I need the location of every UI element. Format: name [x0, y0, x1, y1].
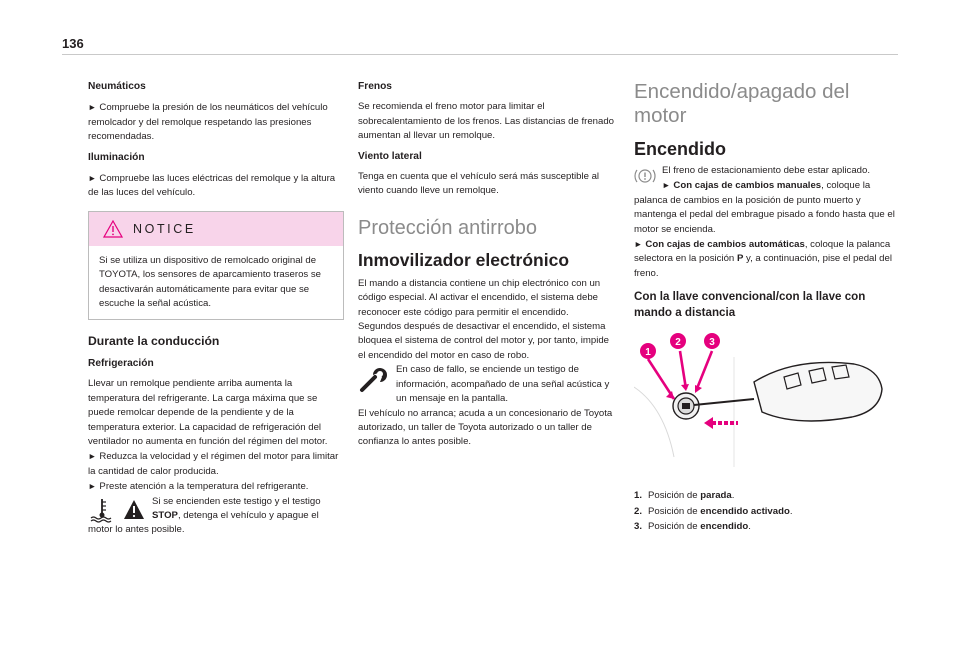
section-title-encendido-apagado: Encendido/apagado del motor: [634, 80, 850, 127]
paragraph-freno: El freno de estacionamiento debe estar aplicado.: [634, 164, 896, 178]
heading-viento: Viento lateral: [358, 150, 422, 162]
heading-inmovilizador: Inmovilizador electrónico: [358, 249, 570, 270]
paragraph-frenos: Se recomienda el freno motor para limitar el sobrecalentamiento de los frenos. Las distancias de frenado aumentan al llevar un remolque.: [358, 101, 614, 142]
list-item: 1. Posición de parada.: [634, 490, 735, 502]
column-2: [358, 80, 614, 450]
paragraph-refrigeracion: Llevar un remolque pendiente arriba aumenta la temperatura del refrigerante. La carga máxima que se puede remolcar depende de la pendiente y de la temperatura exterior. La capacidad de refrigeración del ventilador no aumenta en función del régimen del motor.: [88, 378, 328, 447]
arrow-icon: ►: [662, 180, 671, 191]
coolant-temperature-icon: [88, 497, 146, 523]
paragraph-inmovilizador: El mando a distancia contiene un chip electrónico con un código especial. Al activar el encendido, el sistema debe reconocer este código para permitir el encendido. Segundos después de desactivar el encendido, el sistema bloquea el sistema de control del motor y, por tanto, impide el encendido del motor en caso de robo.: [358, 277, 609, 361]
list-item: 2. Posición de encendido activado.: [634, 505, 793, 517]
list-item: 3. Posición de encendido.: [634, 521, 751, 533]
marker-label-3: 3: [709, 337, 715, 349]
bullet-neumaticos: ► Compruebe la presión de los neumáticos del vehículo remolcador y del remolque respetando las presiones recomendadas.: [88, 102, 328, 143]
heading-iluminacion: Iluminación: [88, 151, 145, 163]
heading-durante: Durante la conducción: [88, 334, 220, 349]
arrow-icon: ►: [88, 173, 97, 184]
warning-paragraph: Si se encienden este testigo y el testigo STOP, detenga el vehículo y apague el motor lo antes posible.: [88, 495, 321, 536]
column-1: [88, 80, 344, 538]
paragraph-no-arranca: El vehículo no arranca; acuda a un concesionario de Toyota autorizado, un taller de Toyota autorizado o un taller de confianza lo antes posible.: [358, 407, 613, 448]
bullet-reduzca: ► Reduzca la velocidad y el régimen del motor para limitar la cantidad de calor producida.: [88, 451, 339, 477]
heading-llave: Con la llave convencional/con la llave con mando a distancia: [634, 290, 866, 320]
wrench-icon: [358, 365, 390, 393]
notice-title: NOTICE: [133, 221, 196, 236]
arrow-icon: ►: [88, 481, 97, 492]
section-title-proteccion: Protección antirrobo: [358, 216, 537, 239]
column-3: [634, 80, 896, 535]
notice-box: [88, 211, 344, 321]
key-ignition-illustration: [634, 327, 894, 467]
heading-frenos: Frenos: [358, 81, 392, 92]
bullet-iluminacion: ► Compruebe las luces eléctricas del remolque y la altura de las luces del vehículo.: [88, 173, 336, 199]
bullet-manual: ► Con cajas de cambios manuales, coloque la palanca de cambios en la posición de punto muerto y mantenga el pedal del embrague pisado a fondo hasta que el motor se encienda.: [634, 180, 895, 235]
marker-label-2: 2: [675, 337, 681, 349]
marker-label-1: 1: [645, 347, 651, 359]
notice-header: [89, 212, 343, 246]
arrow-icon: ►: [88, 451, 97, 462]
position-list: [634, 489, 896, 534]
notice-text: Si se utiliza un dispositivo de remolcado original de TOYOTA, los sensores de aparcamiento traseros se desactivarán automáticamente para evitar que se escuche la señal acústica.: [99, 254, 321, 310]
header-divider: [62, 54, 898, 55]
heading-encendido: Encendido: [634, 139, 727, 159]
arrow-icon: ►: [88, 102, 97, 113]
paragraph-fallo: En caso de fallo, se enciende un testigo de información, acompañado de una señal acústica y un mensaje en la pantalla.: [358, 363, 614, 406]
warning-triangle-icon: [103, 220, 123, 238]
bullet-auto: ► Con cajas de cambios automáticas, coloque la palanca selectora en la posición P y, a continuación, pise el pedal del freno.: [634, 239, 892, 279]
paragraph-viento: Tenga en cuenta que el vehículo será más susceptible al viento cuando lleve un remolque.: [358, 171, 600, 197]
bullet-preste: ► Preste atención a la temperatura del refrigerante.: [88, 481, 309, 493]
arrow-icon: ►: [634, 239, 643, 250]
parking-brake-icon: [634, 166, 656, 186]
heading-refrigeracion: Refrigeración: [88, 357, 154, 369]
heading-neumaticos: Neumáticos: [88, 81, 146, 92]
page-number: 136: [62, 36, 84, 51]
